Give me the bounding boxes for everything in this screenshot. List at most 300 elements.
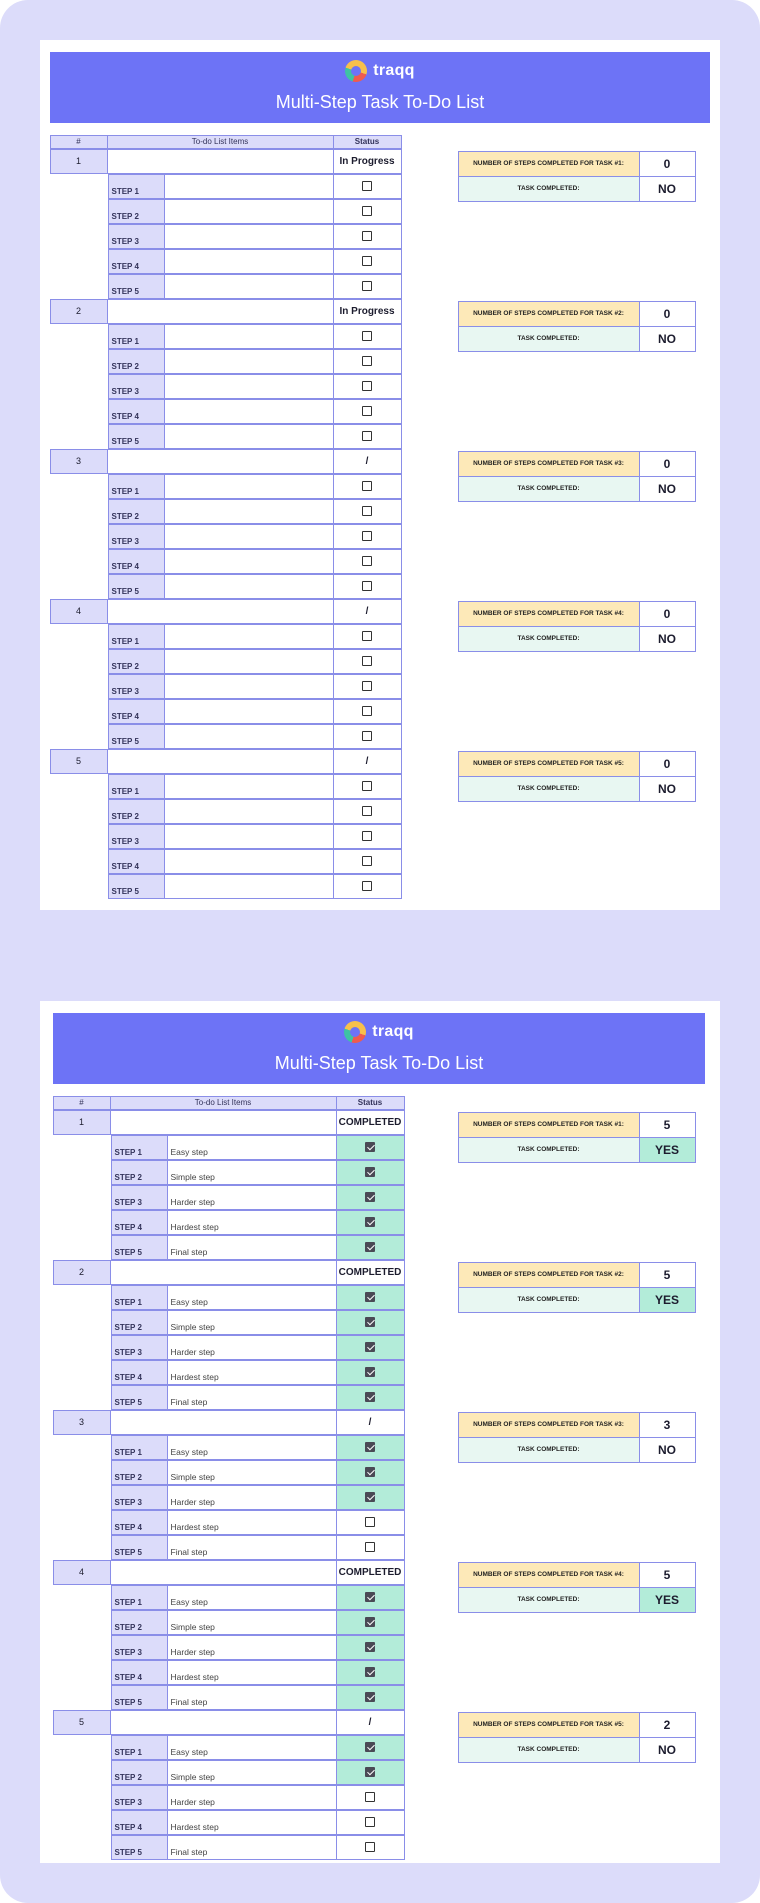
steps-count-label: NUMBER OF STEPS COMPLETED FOR TASK #5:	[458, 1712, 640, 1738]
step-row	[50, 549, 401, 574]
task-row	[53, 1110, 404, 1135]
step-description[interactable]: Hardest step	[167, 1510, 337, 1535]
step-description[interactable]	[164, 624, 334, 649]
step-label: STEP 1	[111, 1585, 168, 1610]
step-row	[50, 824, 401, 849]
step-indent	[53, 1660, 111, 1685]
step-status-cell	[333, 524, 402, 549]
steps-count-value: 0	[639, 151, 696, 177]
step-description[interactable]: Simple step	[167, 1310, 337, 1335]
step-description[interactable]: Final step	[167, 1385, 337, 1410]
step-description[interactable]: Simple step	[167, 1760, 337, 1785]
task-completed-label: TASK COMPLETED:	[458, 476, 640, 502]
task-completed-row	[458, 1587, 697, 1612]
step-description[interactable]: Final step	[167, 1685, 337, 1710]
task-summary	[458, 151, 697, 201]
task-completed-label: TASK COMPLETED:	[458, 176, 640, 202]
checkbox[interactable]	[362, 406, 372, 416]
task-completed-row	[458, 326, 697, 351]
task-status: COMPLETED	[336, 1260, 405, 1285]
step-description[interactable]: Easy step	[167, 1285, 337, 1310]
step-indent	[50, 424, 108, 449]
step-indent	[53, 1535, 111, 1560]
task-summary	[458, 1262, 697, 1312]
step-description[interactable]	[164, 524, 334, 549]
checked-checkbox[interactable]	[365, 1492, 375, 1502]
step-description[interactable]: Harder step	[167, 1185, 337, 1210]
step-label: STEP 3	[108, 224, 165, 249]
step-label: STEP 2	[108, 349, 165, 374]
step-description[interactable]	[164, 424, 334, 449]
step-description[interactable]	[164, 349, 334, 374]
steps-count-label: NUMBER OF STEPS COMPLETED FOR TASK #4:	[458, 601, 640, 627]
step-label: STEP 1	[111, 1435, 168, 1460]
checkbox[interactable]	[362, 281, 372, 291]
checkbox[interactable]	[362, 656, 372, 666]
step-status-cell	[336, 1610, 405, 1635]
step-status-cell	[336, 1235, 405, 1260]
step-indent	[50, 549, 108, 574]
step-status-cell	[336, 1810, 405, 1835]
step-label: STEP 2	[108, 199, 165, 224]
steps-count-label: NUMBER OF STEPS COMPLETED FOR TASK #2:	[458, 301, 640, 327]
step-description[interactable]: Simple step	[167, 1160, 337, 1185]
steps-count-value: 2	[639, 1712, 696, 1738]
step-description[interactable]: Simple step	[167, 1460, 337, 1485]
step-label: STEP 4	[111, 1660, 168, 1685]
step-status-cell	[333, 424, 402, 449]
steps-count-label: NUMBER OF STEPS COMPLETED FOR TASK #1:	[458, 1112, 640, 1138]
task-title-cell[interactable]	[110, 1410, 337, 1435]
page-title: Multi-Step Task To-Do List	[275, 92, 485, 112]
step-description[interactable]: Final step	[167, 1235, 337, 1260]
checkbox[interactable]	[362, 206, 372, 216]
step-indent	[50, 249, 108, 274]
step-row	[50, 774, 401, 799]
step-indent	[53, 1510, 111, 1535]
step-label: STEP 4	[108, 699, 165, 724]
task-completed-row	[458, 626, 697, 651]
step-label: STEP 5	[111, 1535, 168, 1560]
step-label: STEP 3	[111, 1785, 168, 1810]
step-row	[53, 1585, 404, 1610]
task-title-cell[interactable]	[110, 1110, 337, 1135]
task-completed-value: YES	[639, 1587, 696, 1613]
checkbox[interactable]	[362, 331, 372, 341]
step-status-cell	[336, 1185, 405, 1210]
task-row	[53, 1710, 404, 1735]
step-row	[53, 1760, 404, 1785]
checkbox[interactable]	[362, 431, 372, 441]
step-row	[50, 499, 401, 524]
step-label: STEP 1	[111, 1135, 168, 1160]
step-label: STEP 1	[108, 324, 165, 349]
step-status-cell	[333, 774, 402, 799]
step-description[interactable]	[164, 649, 334, 674]
checked-checkbox[interactable]	[365, 1467, 375, 1477]
checkbox[interactable]	[362, 581, 372, 591]
checkbox[interactable]	[365, 1817, 375, 1827]
step-indent	[50, 224, 108, 249]
step-row	[50, 374, 401, 399]
worksheet-empty	[40, 40, 720, 910]
step-indent	[50, 699, 108, 724]
task-completed-row	[458, 1287, 697, 1312]
checked-checkbox[interactable]	[365, 1392, 375, 1402]
step-indent	[53, 1735, 111, 1760]
step-description[interactable]	[164, 224, 334, 249]
checkbox[interactable]	[362, 881, 372, 891]
step-indent	[50, 824, 108, 849]
checkbox[interactable]	[365, 1517, 375, 1527]
task-row	[53, 1260, 404, 1285]
checkbox[interactable]	[362, 231, 372, 241]
checkbox[interactable]	[362, 681, 372, 691]
step-row	[50, 424, 401, 449]
step-description[interactable]: Harder step	[167, 1485, 337, 1510]
task-status: /	[333, 599, 402, 624]
step-description[interactable]	[164, 499, 334, 524]
step-label: STEP 3	[111, 1185, 168, 1210]
step-description[interactable]: Easy step	[167, 1735, 337, 1760]
task-title-cell[interactable]	[107, 299, 334, 324]
task-row	[53, 1410, 404, 1435]
step-indent	[50, 574, 108, 599]
checked-checkbox[interactable]	[365, 1742, 375, 1752]
step-description[interactable]: Final step	[167, 1535, 337, 1560]
checked-checkbox[interactable]	[365, 1242, 375, 1252]
step-row	[53, 1810, 404, 1835]
task-completed-label: TASK COMPLETED:	[458, 1437, 640, 1463]
step-row	[50, 574, 401, 599]
checked-checkbox[interactable]	[365, 1367, 375, 1377]
step-row	[50, 524, 401, 549]
step-row	[50, 274, 401, 299]
step-status-cell	[333, 224, 402, 249]
steps-count-label: NUMBER OF STEPS COMPLETED FOR TASK #3:	[458, 451, 640, 477]
step-row	[53, 1210, 404, 1235]
step-status-cell	[336, 1760, 405, 1785]
checkbox[interactable]	[365, 1842, 375, 1852]
checked-checkbox[interactable]	[365, 1317, 375, 1327]
step-description[interactable]	[164, 324, 334, 349]
step-status-cell	[336, 1835, 405, 1860]
step-label: STEP 1	[108, 774, 165, 799]
step-description[interactable]: Harder step	[167, 1635, 337, 1660]
task-status: In Progress	[333, 299, 402, 324]
step-status-cell	[336, 1310, 405, 1335]
step-label: STEP 2	[108, 649, 165, 674]
step-indent	[50, 374, 108, 399]
step-description[interactable]: Harder step	[167, 1335, 337, 1360]
steps-count-row	[458, 1112, 697, 1137]
step-description[interactable]: Harder step	[167, 1785, 337, 1810]
checked-checkbox[interactable]	[365, 1692, 375, 1702]
step-description[interactable]: Hardest step	[167, 1210, 337, 1235]
step-description[interactable]: Hardest step	[167, 1360, 337, 1385]
step-status-cell	[336, 1385, 405, 1410]
task-completed-value: YES	[639, 1287, 696, 1313]
checked-checkbox[interactable]	[365, 1217, 375, 1227]
task-summary	[458, 1112, 697, 1162]
step-description[interactable]: Hardest step	[167, 1810, 337, 1835]
step-status-cell	[336, 1685, 405, 1710]
step-row	[50, 324, 401, 349]
step-status-cell	[336, 1285, 405, 1310]
column-header-items: To-do List Items	[107, 135, 334, 149]
task-title-cell[interactable]	[110, 1710, 337, 1735]
checked-checkbox[interactable]	[365, 1442, 375, 1452]
step-description[interactable]: Final step	[167, 1835, 337, 1860]
checkbox[interactable]	[362, 531, 372, 541]
step-indent	[50, 349, 108, 374]
step-indent	[53, 1760, 111, 1785]
checkbox[interactable]	[362, 781, 372, 791]
step-indent	[53, 1810, 111, 1835]
step-row	[53, 1535, 404, 1560]
step-description[interactable]	[164, 724, 334, 749]
checked-checkbox[interactable]	[365, 1617, 375, 1627]
step-label: STEP 4	[111, 1360, 168, 1385]
step-indent	[53, 1135, 111, 1160]
step-indent	[53, 1335, 111, 1360]
step-description[interactable]	[164, 799, 334, 824]
steps-count-value: 0	[639, 451, 696, 477]
task-completed-row	[458, 1137, 697, 1162]
task-status: /	[333, 749, 402, 774]
task-status: /	[333, 449, 402, 474]
step-status-cell	[336, 1635, 405, 1660]
checkbox[interactable]	[362, 381, 372, 391]
step-description[interactable]	[164, 549, 334, 574]
checkbox[interactable]	[362, 631, 372, 641]
task-title-cell[interactable]	[107, 449, 334, 474]
step-row	[50, 474, 401, 499]
checkbox[interactable]	[362, 731, 372, 741]
steps-count-label: NUMBER OF STEPS COMPLETED FOR TASK #5:	[458, 751, 640, 777]
step-indent	[50, 799, 108, 824]
step-status-cell	[336, 1210, 405, 1235]
checkbox[interactable]	[365, 1792, 375, 1802]
task-completed-row	[458, 1437, 697, 1462]
column-header-number: #	[50, 135, 108, 149]
task-completed-label: TASK COMPLETED:	[458, 1287, 640, 1313]
task-completed-value: NO	[639, 176, 696, 202]
step-row	[50, 874, 401, 899]
step-label: STEP 1	[111, 1285, 168, 1310]
step-indent	[50, 174, 108, 199]
step-description[interactable]: Easy step	[167, 1435, 337, 1460]
step-status-cell	[333, 799, 402, 824]
steps-count-row	[458, 1412, 697, 1437]
step-status-cell	[333, 474, 402, 499]
step-label: STEP 5	[108, 574, 165, 599]
traqq-logo-icon	[344, 1021, 366, 1043]
step-label: STEP 3	[108, 524, 165, 549]
step-label: STEP 5	[111, 1835, 168, 1860]
task-summary	[458, 1712, 697, 1762]
task-status: COMPLETED	[336, 1560, 405, 1585]
task-title-cell[interactable]	[107, 749, 334, 774]
checkbox[interactable]	[362, 256, 372, 266]
step-label: STEP 2	[111, 1160, 168, 1185]
step-row	[50, 399, 401, 424]
steps-count-row	[458, 1562, 697, 1587]
step-description[interactable]: Simple step	[167, 1610, 337, 1635]
step-description[interactable]	[164, 399, 334, 424]
step-status-cell	[333, 199, 402, 224]
checked-checkbox[interactable]	[365, 1592, 375, 1602]
task-title-cell[interactable]	[110, 1560, 337, 1585]
step-indent	[50, 774, 108, 799]
step-status-cell	[333, 499, 402, 524]
step-row	[50, 624, 401, 649]
step-description[interactable]: Hardest step	[167, 1660, 337, 1685]
step-description[interactable]	[164, 249, 334, 274]
step-indent	[53, 1835, 111, 1860]
step-status-cell	[336, 1135, 405, 1160]
todo-table	[50, 135, 401, 899]
step-indent	[53, 1435, 111, 1460]
checkbox[interactable]	[362, 706, 372, 716]
checkbox[interactable]	[362, 856, 372, 866]
step-row	[53, 1135, 404, 1160]
step-status-cell	[333, 399, 402, 424]
steps-count-row	[458, 1262, 697, 1287]
task-summary	[458, 1562, 697, 1612]
step-indent	[50, 474, 108, 499]
steps-count-value: 5	[639, 1262, 696, 1288]
task-row	[50, 449, 401, 474]
step-description[interactable]: Easy step	[167, 1585, 337, 1610]
step-description[interactable]	[164, 274, 334, 299]
step-row	[53, 1635, 404, 1660]
step-row	[50, 224, 401, 249]
step-row	[50, 799, 401, 824]
column-header-status: Status	[333, 135, 402, 149]
checkbox[interactable]	[362, 806, 372, 816]
step-label: STEP 3	[111, 1335, 168, 1360]
checked-checkbox[interactable]	[365, 1342, 375, 1352]
steps-count-label: NUMBER OF STEPS COMPLETED FOR TASK #2:	[458, 1262, 640, 1288]
task-row	[53, 1560, 404, 1585]
checkbox[interactable]	[362, 506, 372, 516]
step-description[interactable]	[164, 174, 334, 199]
step-label: STEP 4	[111, 1810, 168, 1835]
step-label: STEP 3	[111, 1635, 168, 1660]
task-number: 1	[53, 1110, 111, 1135]
task-title-cell[interactable]	[107, 599, 334, 624]
steps-count-value: 0	[639, 601, 696, 627]
task-completed-value: YES	[639, 1137, 696, 1163]
traqq-logo-icon	[345, 60, 367, 82]
task-row	[50, 149, 401, 174]
step-status-cell	[336, 1585, 405, 1610]
checked-checkbox[interactable]	[365, 1667, 375, 1677]
checked-checkbox[interactable]	[365, 1167, 375, 1177]
task-completed-value: NO	[639, 776, 696, 802]
step-description[interactable]	[164, 474, 334, 499]
checked-checkbox[interactable]	[365, 1767, 375, 1777]
step-status-cell	[336, 1735, 405, 1760]
task-completed-label: TASK COMPLETED:	[458, 1737, 640, 1763]
step-status-cell	[333, 174, 402, 199]
step-row	[53, 1835, 404, 1860]
step-description[interactable]	[164, 699, 334, 724]
steps-count-value: 0	[639, 751, 696, 777]
steps-count-value: 3	[639, 1412, 696, 1438]
step-row	[53, 1685, 404, 1710]
checkbox[interactable]	[362, 481, 372, 491]
checkbox[interactable]	[365, 1542, 375, 1552]
steps-count-label: NUMBER OF STEPS COMPLETED FOR TASK #1:	[458, 151, 640, 177]
step-label: STEP 2	[111, 1760, 168, 1785]
task-status: /	[336, 1410, 405, 1435]
step-label: STEP 5	[111, 1235, 168, 1260]
step-row	[53, 1785, 404, 1810]
task-title-cell[interactable]	[110, 1260, 337, 1285]
brand-name: traqq	[372, 1023, 414, 1040]
task-completed-row	[458, 776, 697, 801]
step-label: STEP 5	[108, 724, 165, 749]
checked-checkbox[interactable]	[365, 1642, 375, 1652]
step-description[interactable]	[164, 374, 334, 399]
step-status-cell	[336, 1435, 405, 1460]
step-row	[50, 199, 401, 224]
step-description[interactable]	[164, 674, 334, 699]
step-indent	[53, 1285, 111, 1310]
step-row	[50, 249, 401, 274]
task-title-cell[interactable]	[107, 149, 334, 174]
step-row	[53, 1460, 404, 1485]
step-description[interactable]	[164, 199, 334, 224]
step-row	[50, 174, 401, 199]
steps-count-label: NUMBER OF STEPS COMPLETED FOR TASK #4:	[458, 1562, 640, 1588]
step-label: STEP 5	[111, 1685, 168, 1710]
page-title: Multi-Step Task To-Do List	[274, 1053, 484, 1073]
step-indent	[50, 724, 108, 749]
step-description[interactable]	[164, 824, 334, 849]
step-row	[53, 1735, 404, 1760]
step-description[interactable]	[164, 574, 334, 599]
checkbox[interactable]	[362, 556, 372, 566]
step-description[interactable]	[164, 849, 334, 874]
steps-count-row	[458, 601, 697, 626]
task-number: 4	[53, 1560, 111, 1585]
brand-logo	[50, 52, 710, 84]
task-row	[50, 749, 401, 774]
step-status-cell	[336, 1485, 405, 1510]
checkbox[interactable]	[362, 181, 372, 191]
checkbox[interactable]	[362, 356, 372, 366]
checked-checkbox[interactable]	[365, 1192, 375, 1202]
step-status-cell	[336, 1510, 405, 1535]
checkbox[interactable]	[362, 831, 372, 841]
step-indent	[50, 649, 108, 674]
step-description[interactable]: Easy step	[167, 1135, 337, 1160]
column-header-status: Status	[336, 1096, 405, 1110]
checked-checkbox[interactable]	[365, 1142, 375, 1152]
step-label: STEP 5	[108, 274, 165, 299]
step-description[interactable]	[164, 874, 334, 899]
step-label: STEP 4	[108, 249, 165, 274]
task-number: 2	[50, 299, 108, 324]
step-label: STEP 1	[108, 624, 165, 649]
checked-checkbox[interactable]	[365, 1292, 375, 1302]
step-description[interactable]	[164, 774, 334, 799]
task-summary	[458, 1412, 697, 1462]
step-indent	[53, 1685, 111, 1710]
